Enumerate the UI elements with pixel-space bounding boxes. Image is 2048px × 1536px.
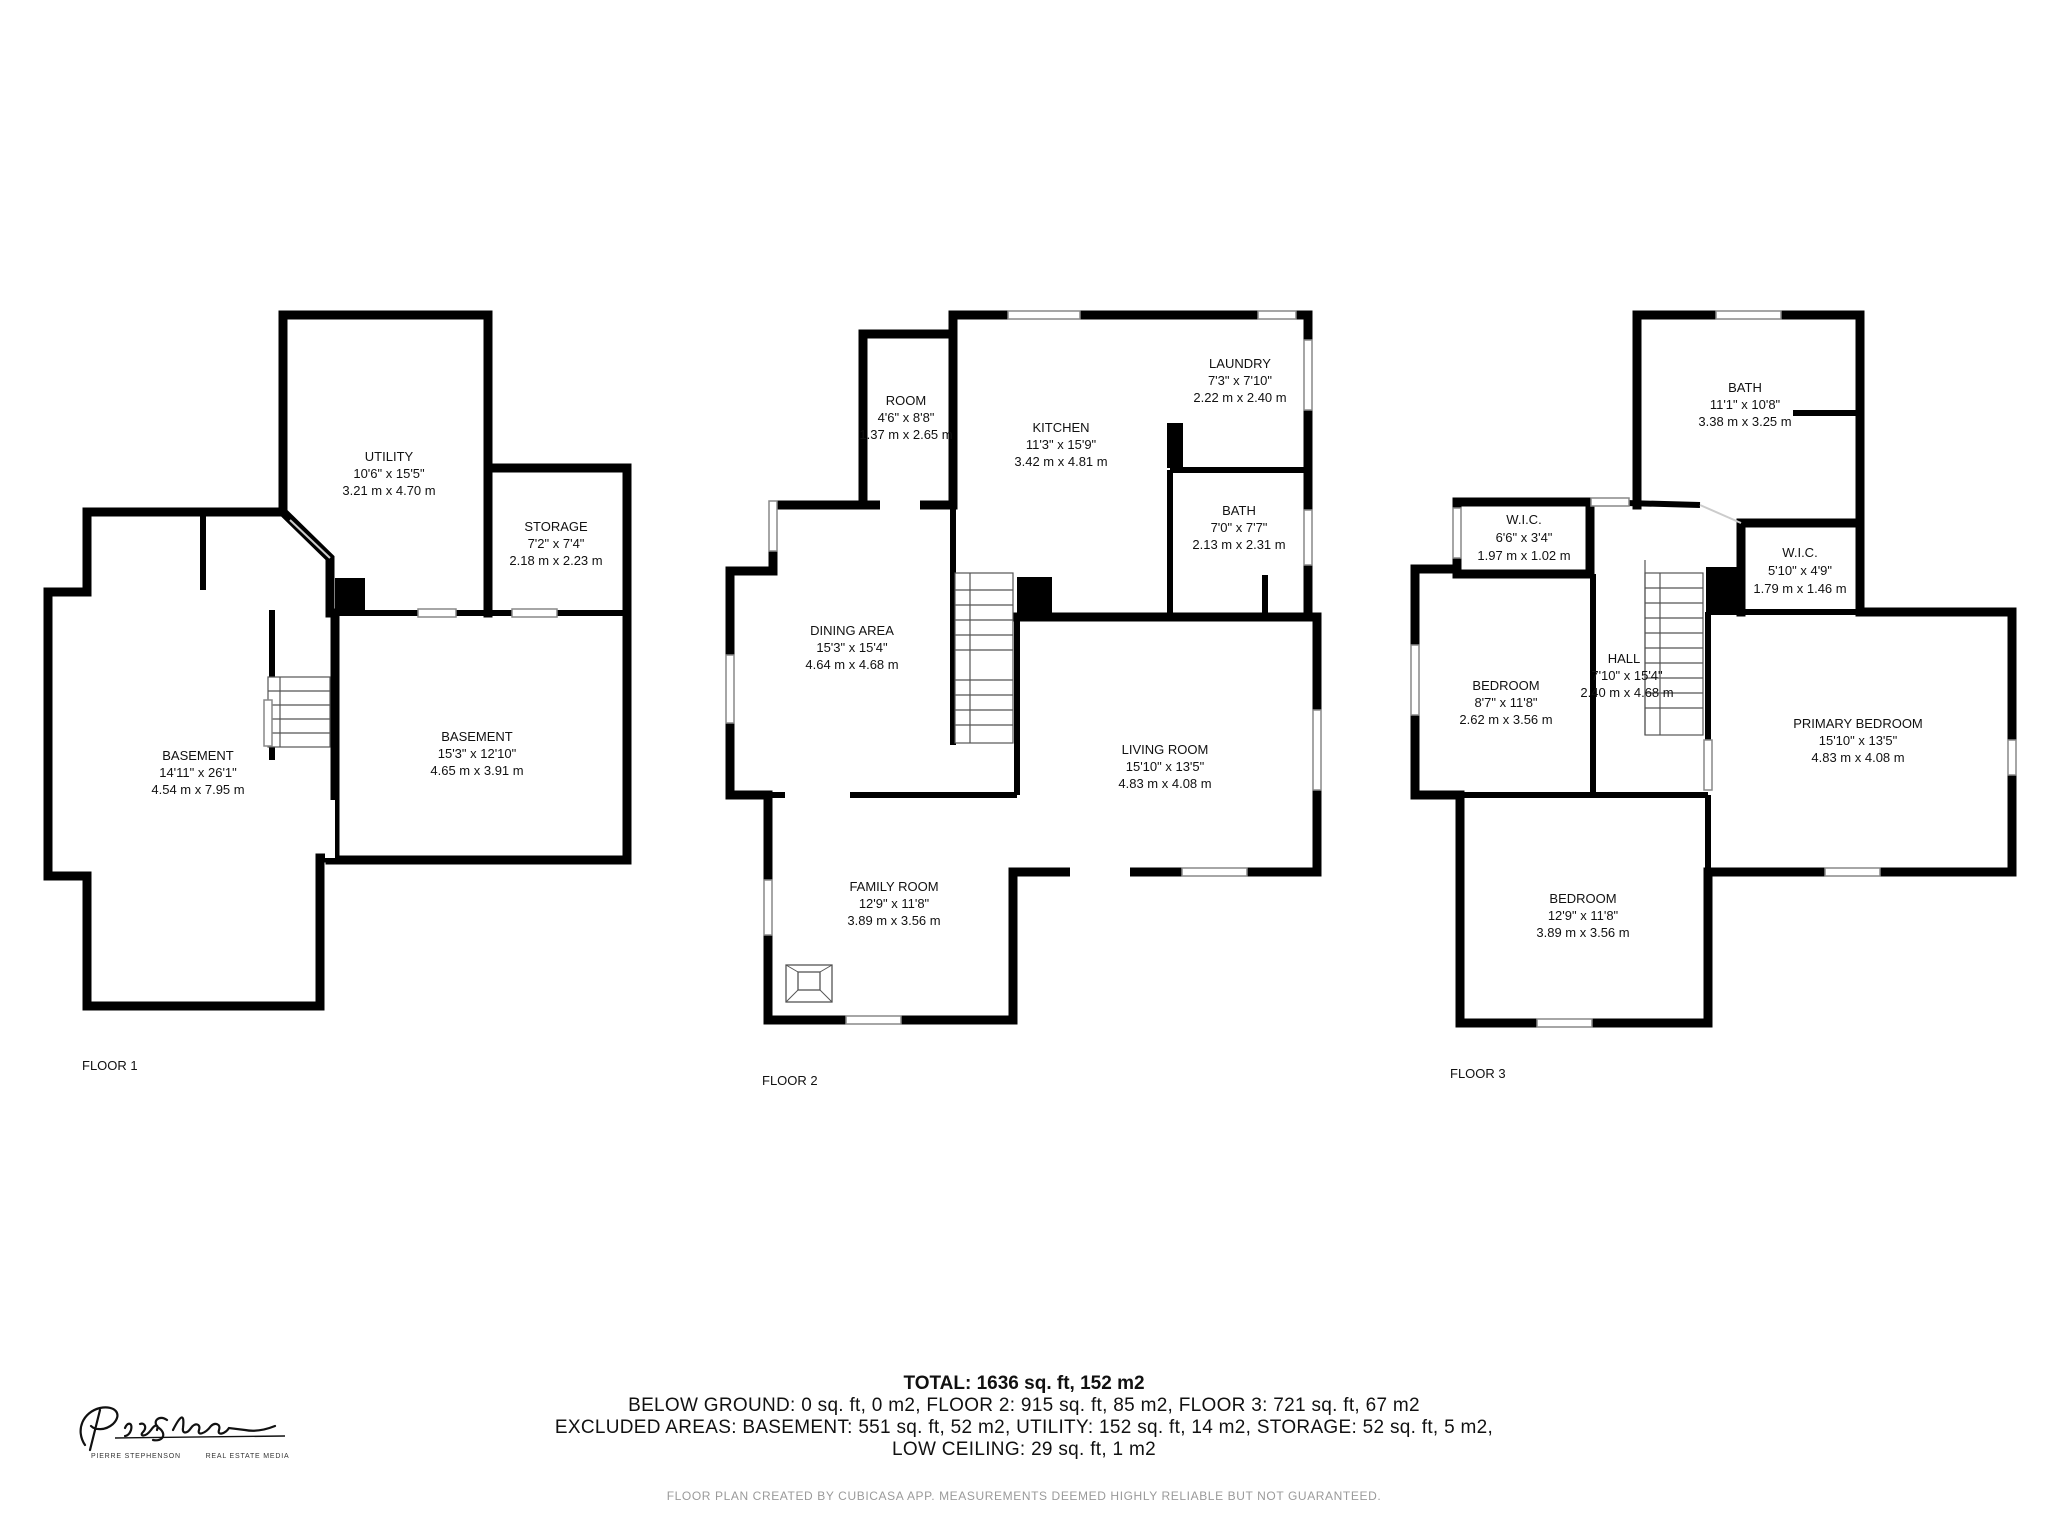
room-utility-name: UTILITY <box>364 449 414 464</box>
room-living-name: LIVING ROOM <box>1121 742 1209 757</box>
room-family-metric: 3.89 m x 3.56 m <box>847 913 941 928</box>
room-basement-right-name: BASEMENT <box>441 729 513 744</box>
room-room-name: ROOM <box>885 393 927 408</box>
room-kitchen-imperial: 11'3" x 15'9" <box>1025 437 1097 452</box>
room-family-imperial: 12'9" x 11'8" <box>858 896 930 911</box>
stairs-icon <box>268 677 330 747</box>
room-hall-name: HALL <box>1607 651 1641 666</box>
room-bedroom-left-imperial: 8'7" x 11'8" <box>1474 695 1538 710</box>
stairs-icon <box>1645 560 1703 735</box>
room-hall-imperial: 7'10" x 15'4" <box>1591 668 1663 683</box>
room-primary-bedroom-metric: 4.83 m x 4.08 m <box>1811 750 1905 765</box>
floor-3-label: FLOOR 3 <box>1450 1066 1506 1081</box>
room-bath-upper-metric: 3.38 m x 3.25 m <box>1698 414 1792 429</box>
room-basement-right-metric: 4.65 m x 3.91 m <box>430 763 524 778</box>
room-bath-name: BATH <box>1222 503 1256 518</box>
room-room-imperial: 4'6" x 8'8" <box>877 410 935 425</box>
room-bedroom-bottom-imperial: 12'9" x 11'8" <box>1547 908 1619 923</box>
room-basement-left-name: BASEMENT <box>162 748 234 763</box>
room-wic-right-metric: 1.79 m x 1.46 m <box>1753 581 1847 596</box>
room-bath-upper-name: BATH <box>1728 380 1762 395</box>
room-storage-name: STORAGE <box>524 519 588 534</box>
summary-line-3: LOW CEILING: 29 sq. ft, 1 m2 <box>892 1439 1156 1460</box>
room-room-metric: 1.37 m x 2.65 m <box>859 427 953 442</box>
room-basement-left-imperial: 14'11" x 26'1" <box>159 765 237 780</box>
room-laundry-name: LAUNDRY <box>1209 356 1271 371</box>
room-family-name: FAMILY ROOM <box>849 879 939 894</box>
floor-3-plan <box>1411 311 2016 1081</box>
room-basement-right-imperial: 15'3" x 12'10" <box>437 746 517 761</box>
room-wic-left-name: W.I.C. <box>1506 512 1542 527</box>
room-bedroom-bottom-metric: 3.89 m x 3.56 m <box>1536 925 1630 940</box>
area-summary <box>0 1372 2048 1461</box>
brand-name: PIERRE STEPHENSON REAL ESTATE MEDIA <box>91 1453 290 1460</box>
room-kitchen-metric: 3.42 m x 4.81 m <box>1014 454 1108 469</box>
room-utility-imperial: 10'6" x 15'5" <box>353 466 425 481</box>
room-laundry-imperial: 7'3" x 7'10" <box>1207 373 1273 388</box>
floor-1-plan <box>48 315 627 1073</box>
room-bath-metric: 2.13 m x 2.31 m <box>1192 537 1286 552</box>
room-hall-metric: 2.40 m x 4.68 m <box>1580 685 1674 700</box>
room-laundry-metric: 2.22 m x 2.40 m <box>1193 390 1287 405</box>
room-dining-name: DINING AREA <box>810 623 894 638</box>
floor-1-label: FLOOR 1 <box>82 1058 138 1073</box>
room-storage-metric: 2.18 m x 2.23 m <box>509 553 603 568</box>
room-bedroom-bottom-name: BEDROOM <box>1549 891 1617 906</box>
room-wic-right-name: W.I.C. <box>1782 545 1818 560</box>
room-wic-right-imperial: 5'10" x 4'9" <box>1767 563 1833 578</box>
room-bedroom-left-name: BEDROOM <box>1472 678 1540 693</box>
disclaimer-text: FLOOR PLAN CREATED BY CUBICASA APP. MEASUREMENTS DEEMED HIGHLY RELIABLE BUT NOT GUARANTEED. <box>666 1489 1382 1503</box>
room-wic-left-metric: 1.97 m x 1.02 m <box>1477 548 1571 563</box>
summary-line-2: EXCLUDED AREAS: BASEMENT: 551 sq. ft, 52 m2, UTILITY: 152 sq. ft, 14 m2, STORAGE: 52 sq. ft, 5 m2, <box>554 1417 1494 1438</box>
room-dining-imperial: 15'3" x 15'4" <box>816 640 888 655</box>
room-storage-imperial: 7'2" x 7'4" <box>527 536 585 551</box>
room-utility-metric: 3.21 m x 4.70 m <box>342 483 436 498</box>
floor-2-plan <box>726 311 1321 1088</box>
room-dining-metric: 4.64 m x 4.68 m <box>805 657 899 672</box>
room-living-metric: 4.83 m x 4.08 m <box>1118 776 1212 791</box>
signature-logo-icon <box>55 1400 295 1455</box>
summary-total: TOTAL: 1636 sq. ft, 152 m2 <box>903 1373 1145 1394</box>
stairs-icon <box>955 573 1013 743</box>
room-bath-upper-imperial: 11'1" x 10'8" <box>1709 397 1781 412</box>
fireplace-icon <box>786 965 832 1002</box>
room-primary-bedroom-name: PRIMARY BEDROOM <box>1793 716 1923 731</box>
summary-line-1: BELOW GROUND: 0 sq. ft, 0 m2, FLOOR 2: 915 sq. ft, 85 m2, FLOOR 3: 721 sq. ft, 67 m2 <box>628 1395 1420 1416</box>
floor-2-label: FLOOR 2 <box>762 1073 818 1088</box>
room-bedroom-left-metric: 2.62 m x 3.56 m <box>1459 712 1553 727</box>
room-primary-bedroom-imperial: 15'10" x 13'5" <box>1818 733 1898 748</box>
room-living-imperial: 15'10" x 13'5" <box>1125 759 1205 774</box>
room-kitchen-name: KITCHEN <box>1032 420 1090 435</box>
room-wic-left-imperial: 6'6" x 3'4" <box>1495 530 1553 545</box>
room-bath-imperial: 7'0" x 7'7" <box>1210 520 1268 535</box>
room-basement-left-metric: 4.54 m x 7.95 m <box>151 782 245 797</box>
brand-logo <box>55 1400 295 1470</box>
